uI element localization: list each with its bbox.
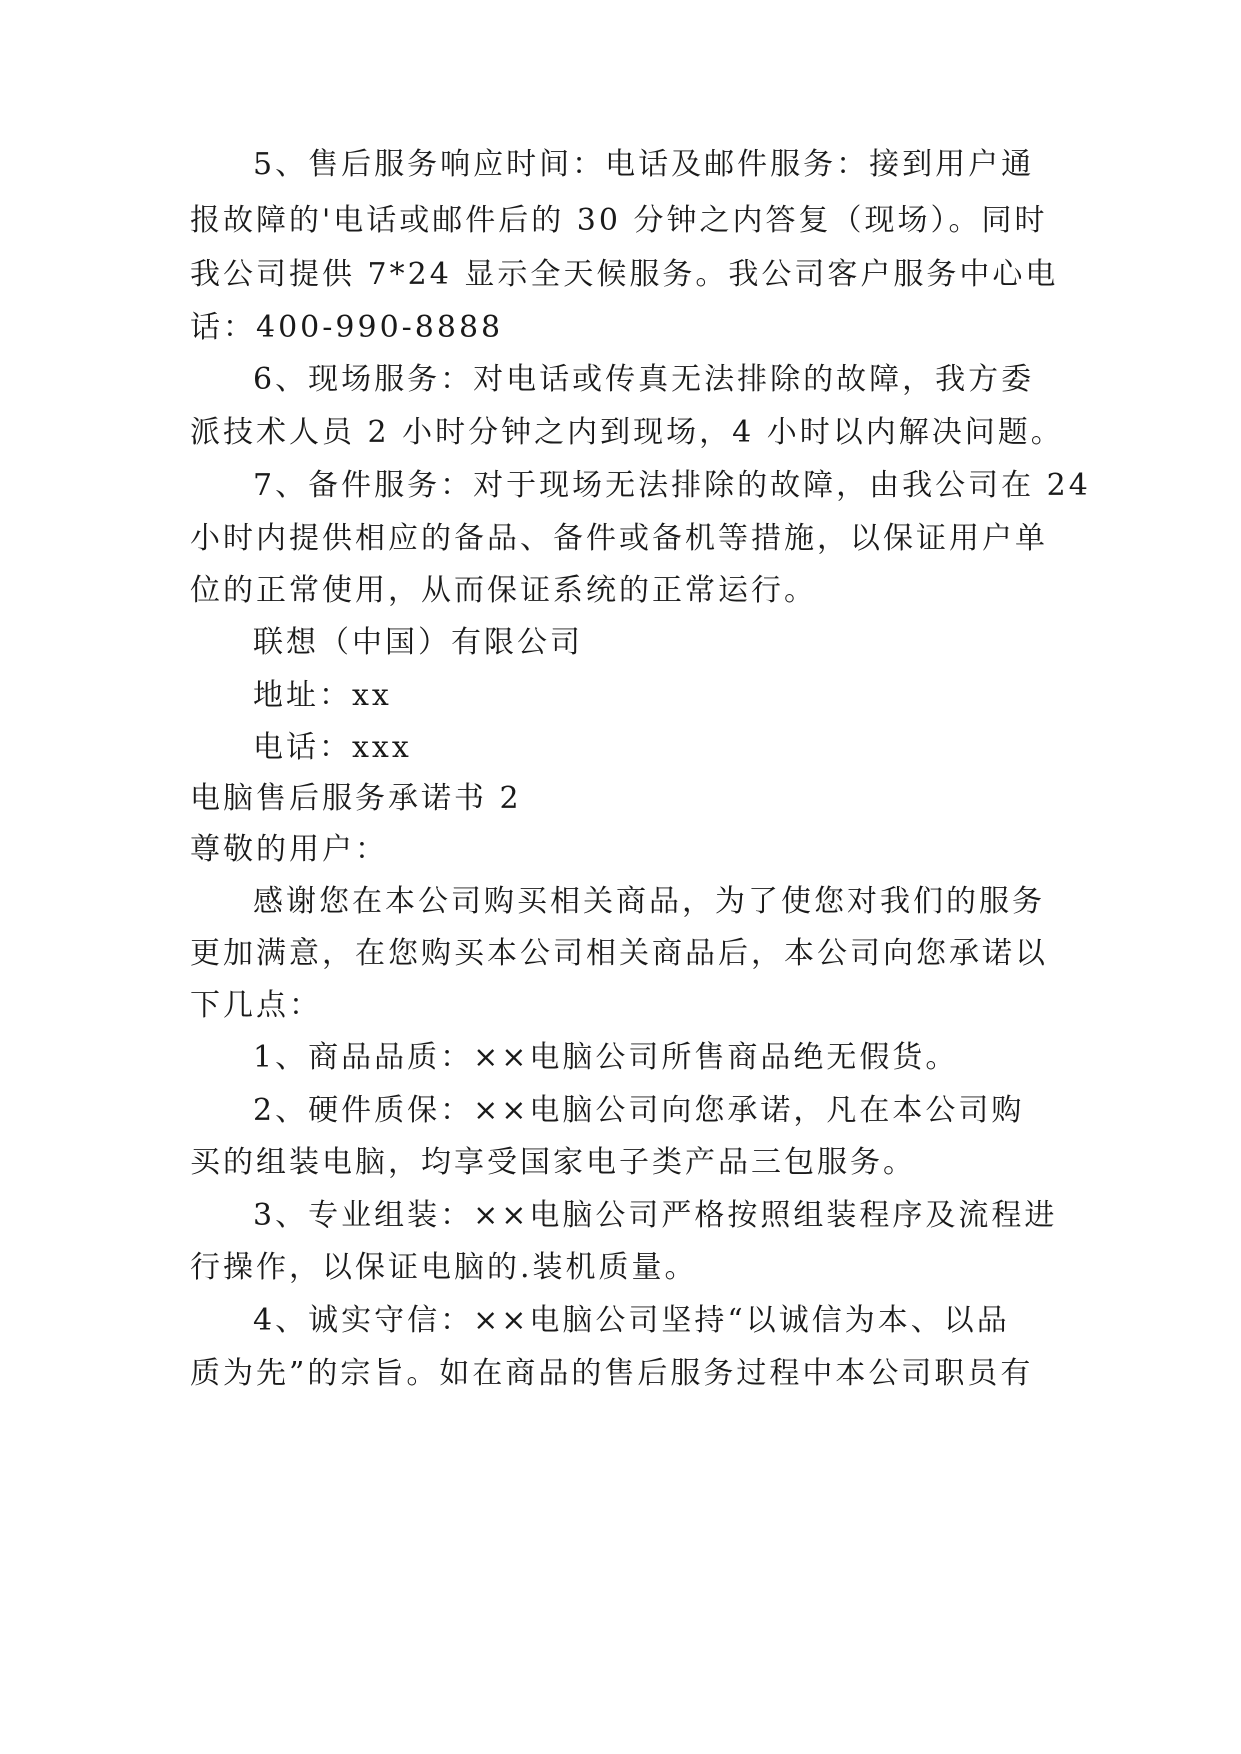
company-name: 联想（中国）有限公司	[253, 625, 583, 660]
text-line: 更加满意，在您购买本公司相关商品后，本公司向您承诺以	[190, 936, 1048, 971]
text-line: 1、商品品质：××电脑公司所售商品绝无假货。	[253, 1040, 959, 1075]
address-line: 地址：xx	[253, 678, 392, 713]
text-line: 我公司提供 7*24 显示全天候服务。我公司客户服务中心电	[190, 257, 1059, 292]
text-line: 报故障的'电话或邮件后的 30 分钟之内答复（现场）。同时	[190, 203, 1048, 238]
text-line: 买的组装电脑，均享受国家电子类产品三包服务。	[190, 1145, 916, 1180]
text-line: 位的正常使用，从而保证系统的正常运行。	[190, 573, 817, 608]
text-line: 7、备件服务：对于现场无法排除的故障，由我公司在 24	[253, 468, 1091, 503]
text-line: 3、专业组装：××电脑公司严格按照组装程序及流程进	[253, 1198, 1058, 1233]
text-line: 行操作，以保证电脑的.装机质量。	[190, 1250, 698, 1285]
text-line: 质为先”的宗旨。如在商品的售后服务过程中本公司职员有	[190, 1356, 1034, 1391]
text-line: 6、现场服务：对电话或传真无法排除的故障，我方委	[253, 362, 1035, 397]
phone-line: 电话：xxx	[253, 730, 412, 765]
text-line: 小时内提供相应的备品、备件或备机等措施，以保证用户单	[190, 521, 1048, 556]
section-title: 电脑售后服务承诺书 2	[190, 781, 522, 816]
salutation: 尊敬的用户：	[190, 832, 388, 867]
text-line: 话：400-990-8888	[190, 310, 504, 345]
text-line: 2、硬件质保：××电脑公司向您承诺，凡在本公司购	[253, 1093, 1025, 1128]
text-line: 4、诚实守信：××电脑公司坚持“以诚信为本、以品	[253, 1303, 1010, 1338]
text-line: 下几点：	[190, 988, 322, 1023]
text-line: 派技术人员 2 小时分钟之内到现场，4 小时以内解决问题。	[190, 415, 1064, 450]
text-line: 5、售后服务响应时间：电话及邮件服务：接到用户通	[253, 147, 1035, 182]
text-line: 感谢您在本公司购买相关商品，为了使您对我们的服务	[253, 884, 1045, 919]
